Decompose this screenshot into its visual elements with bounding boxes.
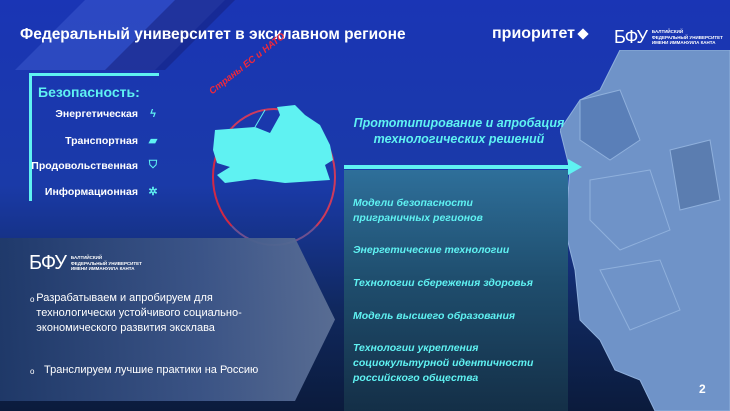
network-icon: ✲	[148, 186, 158, 198]
bfu-line: БАЛТИЙСКИЙ	[651, 29, 684, 35]
security-item-transport	[65, 134, 160, 147]
page-number: 2	[699, 382, 706, 396]
bfu-line: БАЛТИЙСКИЙ	[70, 255, 103, 261]
bfu-mark: БФУ	[614, 27, 647, 47]
prototyping-item: Технологии сбережения здоровья	[353, 277, 533, 289]
bfu-logo-header	[614, 27, 723, 48]
security-title: Безопасность:	[38, 84, 140, 100]
prototyping-item: Энергетические технологии	[353, 244, 510, 256]
security-item-label: Информационная	[44, 185, 138, 198]
bullet-text: Разрабатываем и апробируем для технологически устойчивого социально-экономического развития эксклава	[36, 292, 242, 334]
diamond-icon	[577, 28, 588, 39]
russia-map	[560, 50, 730, 411]
priority-logo-text: приоритет	[492, 25, 576, 42]
shield-icon: ⛉	[148, 159, 158, 171]
bfu-line: ИМЕНИ ИММАНУИЛА КАНТА	[70, 266, 135, 272]
security-item-label: Продовольственная	[31, 159, 138, 172]
bullet-item	[30, 363, 290, 379]
bullet-item	[30, 291, 290, 336]
arrow-right-icon	[568, 159, 582, 175]
lightning-icon: ϟ	[150, 108, 156, 120]
bfu-line: ФЕДЕРАЛЬНЫЙ УНИВЕРСИТЕТ	[651, 34, 723, 40]
bfu-line: ФЕДЕРАЛЬНЫЙ УНИВЕРСИТЕТ	[70, 260, 142, 266]
prototyping-item: Модели безопасности приграничных регионов	[353, 197, 483, 224]
bfu-mark: БФУ	[29, 252, 66, 274]
page-title: Федеральный университет в эксклавном регионе	[20, 26, 406, 43]
security-item-info	[45, 185, 160, 198]
eu-nato-label: Страны ЕС и НАТО	[207, 31, 288, 98]
prototyping-item: Технологии укрепления социокультурной идентичности российского общества	[353, 342, 534, 384]
bullet-text: Транслируем лучшие практики на Россию	[44, 364, 259, 376]
security-item-food	[31, 159, 160, 172]
priority-logo	[492, 25, 587, 43]
arrow-shaft	[344, 165, 569, 169]
kaliningrad-map	[205, 105, 345, 185]
security-item-label: Транспортная	[65, 134, 138, 147]
security-item-energy	[55, 108, 160, 120]
bullet-icon: o	[30, 367, 35, 376]
bfu-logo-panel	[29, 252, 142, 275]
prototyping-item: Модель высшего образования	[353, 310, 516, 322]
bullet-icon: o	[30, 295, 35, 304]
prototyping-title: Прототипирование и апробация технологических решений	[353, 116, 565, 146]
bfu-line: ИМЕНИ ИММАНУИЛА КАНТА	[651, 40, 716, 46]
security-item-label: Энергетическая	[55, 108, 138, 120]
truck-icon: ▰	[148, 135, 158, 147]
